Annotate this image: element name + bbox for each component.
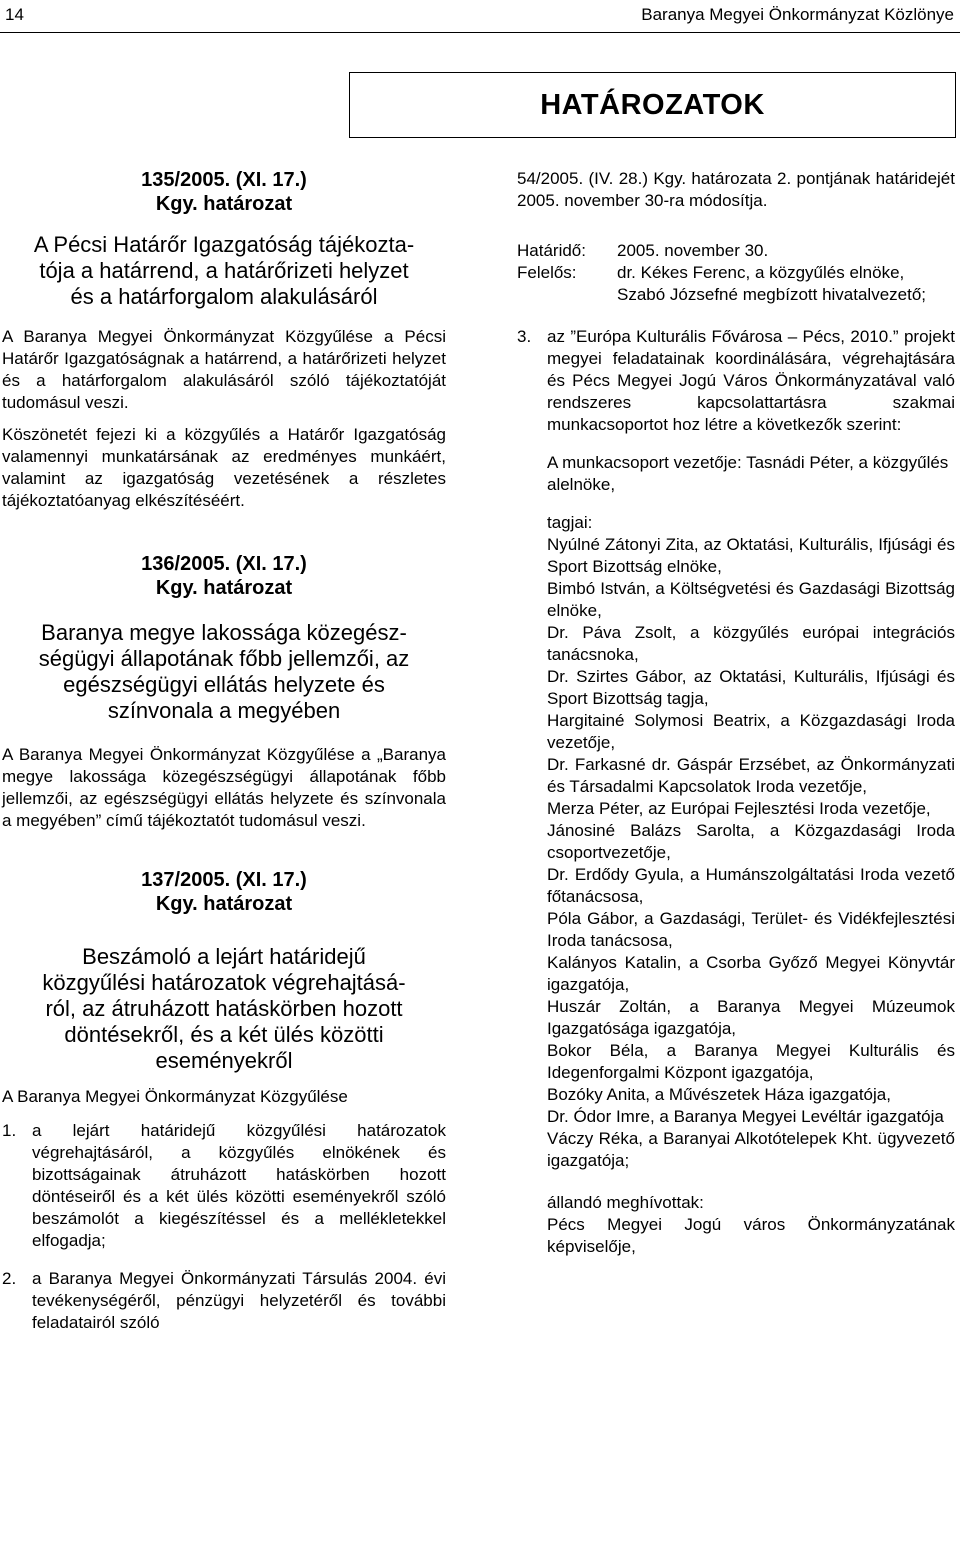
deadline-row bbox=[517, 240, 955, 262]
resolution-title bbox=[2, 232, 446, 310]
member-item: Dr. Ódor Imre, a Baranya Megyei Levéltár igazgatója bbox=[547, 1107, 944, 1126]
resolution-136 bbox=[2, 552, 446, 832]
resolution-135 bbox=[2, 168, 446, 512]
deadline-value: 2005. november 30. bbox=[617, 241, 769, 260]
resolution-body: A Baranya Megyei Önkormányzat Közgyűlése a Pécsi Határőr Igazgatóságnak a határrend, a határőrizeti helyzet és a határforgalom alakulásáról szóló tájékoztatóját tudomásul veszi. bbox=[2, 327, 446, 412]
page-header bbox=[0, 0, 960, 34]
member-item: Dr. Erdődy Gyula, a Humánszolgáltatási Iroda vezető főtanácsosa, bbox=[547, 865, 955, 906]
member-item: Hargitainé Solymosi Beatrix, a Közgazdasági Iroda vezetője, bbox=[547, 711, 955, 752]
item-text: a lejárt határidejű közgyűlési határozatok végrehajtásáról, a közgyűlés elnökének és bizottságainak átruházott hatáskörben hozott döntéseiről és a két ülés közötti eseményekről szóló beszámolót a kiegészítéssel és a mellékletekkel elfogadja; bbox=[32, 1121, 446, 1250]
responsible-value: dr. Kékes Ferenc, a közgyűlés elnöke, bbox=[617, 263, 905, 282]
member-item: Kalányos Katalin, a Csorba Győző Megyei Könyvtár igazgatója, bbox=[547, 953, 955, 994]
responsible-value-2: Szabó Józsefné megbízott hivatalvezető; bbox=[617, 285, 927, 304]
member-item: Bozóky Anita, a Művészetek Háza igazgatója, bbox=[547, 1085, 891, 1104]
resolution-body: Köszönetét fejezi ki a közgyűlés a Határőr Igazgatóság valamennyi munkatársának az eredményes munkáért, valamint az igazgatóság vezetésének a részletes tájékoztatóanyag elkészítéséért. bbox=[2, 425, 446, 510]
item-text: a Baranya Megyei Önkormányzati Társulás 2004. évi tevékenységéről, pénzügyi helyzetéről és további feladatairól szóló bbox=[32, 1269, 446, 1332]
member-item: Bimbó István, a Költségvetési és Gazdasági Bizottság elnöke, bbox=[547, 579, 955, 620]
member-item: Merza Péter, az Európai Fejlesztési Iroda vezetője, bbox=[547, 799, 931, 818]
title-line: Baranya megye lakossága közegész- bbox=[41, 620, 407, 645]
left-column bbox=[2, 168, 446, 1334]
members-label: tagjai: bbox=[547, 513, 593, 532]
member-item: Váczy Réka, a Baranyai Alkotótelepek Kht. ügyvezető igazgatója; bbox=[547, 1129, 955, 1170]
resolution-number: 136/2005. (XI. 17.) bbox=[141, 553, 307, 575]
invited-item: Pécs Megyei Jogú város Önkormányzatának képviselője, bbox=[547, 1215, 955, 1256]
page-number: 14 bbox=[5, 5, 24, 24]
resolution-kind: Kgy. határozat bbox=[155, 893, 293, 915]
member-item: Nyúlné Zátonyi Zita, az Oktatási, Kulturális, Ifjúsági és Sport Bizottság elnöke, bbox=[547, 535, 955, 576]
list-item bbox=[517, 326, 955, 436]
title-line: és a határforgalom alakulásáról bbox=[70, 284, 378, 309]
resolution-intro: A Baranya Megyei Önkormányzat Közgyűlése bbox=[2, 1087, 348, 1106]
member-item: Póla Gábor, a Gazdasági, Terület- és Vidékfejlesztési Iroda tanácsosa, bbox=[547, 909, 955, 950]
continuation-text: 54/2005. (IV. 28.) Kgy. határozata 2. pontjának határidejét 2005. november 30-ra módosítja. bbox=[517, 169, 955, 210]
member-item: Bokor Béla, a Baranya Megyei Kulturális és Idegenforgalmi Központ igazgatója, bbox=[547, 1041, 955, 1082]
resolution-body: A Baranya Megyei Önkormányzat Közgyűlése a „Baranya megye lakossága közegészségügyi állapotának főbb jellemzői, az egészségügyi ellátás helyzete és színvonala a megyében” című tájékoztatót tudomásul veszi. bbox=[2, 745, 446, 830]
title-line: eseményekről bbox=[155, 1048, 293, 1073]
responsible-label: Felelős: bbox=[517, 263, 577, 282]
title-line: döntésekről, és a két ülés közötti bbox=[64, 1022, 384, 1047]
list-item bbox=[2, 1120, 446, 1252]
resolution-number: 135/2005. (XI. 17.) bbox=[141, 169, 307, 191]
resolution-number: 137/2005. (XI. 17.) bbox=[141, 869, 307, 891]
resolution-kind: Kgy. határozat bbox=[155, 577, 293, 599]
item-text: az ”Európa Kulturális Fővárosa – Pécs, 2010.” projekt megyei feladatainak koordinálására, végrehajtására és Pécs Megyei Jogú Város Önkormányzatával való rendszeres kapcsolattartásra szakmai munkacsoportot hoz létre a következők szerint: bbox=[547, 327, 955, 434]
resolution-title bbox=[2, 620, 446, 724]
title-line: A Pécsi Határőr Igazgatóság tájékozta- bbox=[33, 232, 415, 257]
section-title: HATÁROZATOK bbox=[349, 72, 956, 138]
title-line: ról, az átruházott hatáskörben hozott bbox=[45, 996, 403, 1021]
deadline-label: Határidő: bbox=[517, 241, 586, 260]
resolution-137 bbox=[2, 868, 446, 1334]
item-number: 3. bbox=[517, 327, 532, 346]
title-line: tója a határrend, a határőrizeti helyzet bbox=[39, 258, 409, 283]
journal-title: Baranya Megyei Önkormányzat Közlönye bbox=[641, 5, 954, 24]
title-line: Beszámoló a lejárt határidejű bbox=[82, 944, 366, 969]
right-column bbox=[517, 168, 955, 1258]
invited-label: állandó meghívottak: bbox=[547, 1193, 704, 1212]
title-line: színvonala a megyében bbox=[107, 698, 341, 723]
title-line: ségügyi állapotának főbb jellemzői, az bbox=[38, 646, 410, 671]
item-number: 2. bbox=[2, 1269, 17, 1288]
resolution-kind: Kgy. határozat bbox=[155, 193, 293, 215]
resolution-title bbox=[2, 944, 446, 1074]
working-group-leader: A munkacsoport vezetője: Tasnádi Péter, a közgyűlés alelnöke, bbox=[547, 453, 949, 494]
member-item: Huszár Zoltán, a Baranya Megyei Múzeumok Igazgatósága igazgatója, bbox=[547, 997, 955, 1038]
title-line: közgyűlési határozatok végrehajtásá- bbox=[42, 970, 406, 995]
header-rule bbox=[0, 32, 960, 33]
member-item: Dr. Páva Zsolt, a közgyűlés európai integrációs tanácsnoka, bbox=[547, 623, 955, 664]
responsible-row bbox=[517, 262, 955, 306]
item-number: 1. bbox=[2, 1121, 17, 1140]
member-item: Dr. Farkasné dr. Gáspár Erzsébet, az Önkormányzati és Társadalmi Kapcsolatok Iroda vezetője, bbox=[547, 755, 955, 796]
member-item: Dr. Szirtes Gábor, az Oktatási, Kulturális, Ifjúsági és Sport Bizottság tagja, bbox=[547, 667, 955, 708]
list-item bbox=[2, 1268, 446, 1334]
member-item: Jánosiné Balázs Sarolta, a Közgazdasági Iroda csoportvezetője, bbox=[547, 821, 955, 862]
title-line: egészségügyi ellátás helyzete és bbox=[63, 672, 385, 697]
